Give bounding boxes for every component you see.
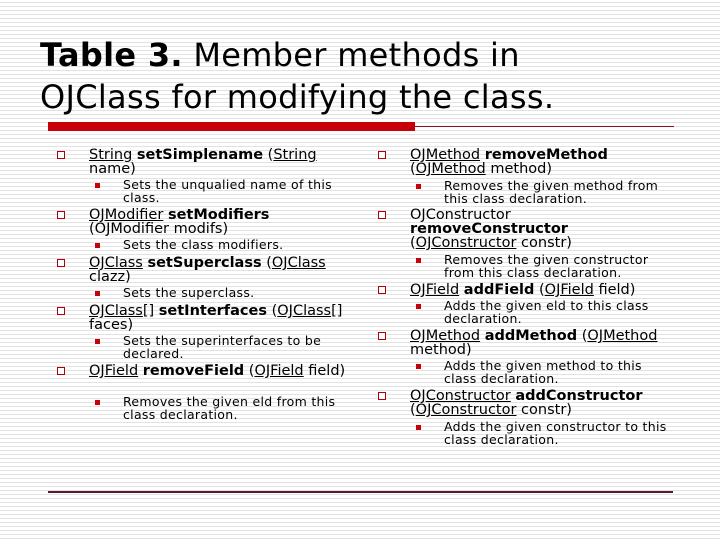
title-line2: OJClass for modifying the class. (40, 78, 555, 116)
type-link[interactable]: OJClass (89, 303, 143, 319)
method-signature (410, 389, 665, 417)
method-name: addField (463, 282, 535, 298)
type-link[interactable]: OJClass (89, 255, 143, 271)
signature-text: ( (410, 402, 416, 418)
type-link[interactable]: OJConstructor (415, 235, 517, 251)
type-link[interactable]: OJMethod (410, 328, 481, 344)
description-text: Adds the given eld to this class declaration. (444, 298, 649, 326)
filled-square-bullet-icon (416, 184, 421, 189)
method-name: setSuperclass (147, 255, 262, 271)
method-name: addMethod (484, 328, 578, 344)
hollow-square-bullet-icon (57, 367, 65, 375)
description-text: Removes the given method from this class declaration. (444, 178, 659, 206)
title-accent-bar (48, 122, 415, 131)
signature-text: ( (261, 255, 272, 271)
signature-text: ( (410, 161, 416, 177)
slide-title (40, 34, 554, 118)
type-link[interactable]: OJConstructor (415, 402, 517, 418)
type-link[interactable]: OJConstructor (410, 388, 511, 404)
method-name: removeMethod (484, 147, 608, 163)
type-link[interactable]: OJMethod (415, 161, 486, 177)
type-link[interactable]: OJMethod (410, 147, 481, 163)
method-name: removeConstructor (410, 221, 568, 237)
type-link[interactable]: OJField (410, 282, 460, 298)
method-name: removeField (142, 363, 245, 379)
signature-text: constr) (516, 402, 572, 418)
hollow-square-bullet-icon (57, 211, 65, 219)
type-link[interactable]: OJMethod (587, 328, 658, 344)
method-name: setInterfaces (158, 303, 267, 319)
signature-text: method) (485, 161, 553, 177)
type-link[interactable]: OJField (89, 363, 139, 379)
description-text: Sets the superinterfaces to be declared. (123, 333, 322, 361)
method-signature (89, 208, 354, 236)
signature-text: name) (89, 161, 136, 177)
description-text: Removes the given constructor from this class declaration. (444, 252, 649, 280)
signature-text: field) (303, 363, 346, 379)
method-signature (89, 364, 354, 378)
method-signature (89, 256, 354, 284)
description-text: Adds the given constructor to this class declaration. (444, 419, 667, 447)
description-text: Removes the given eld from this class declaration. (123, 394, 336, 422)
filled-square-bullet-icon (416, 258, 421, 263)
signature-text: (OJModifier modifs) (89, 221, 229, 237)
signature-text: [] faces) (89, 303, 343, 333)
filled-square-bullet-icon (416, 425, 421, 430)
method-signature (410, 208, 665, 250)
description-text: Sets the unqualied name of this class. (123, 177, 332, 205)
title-divider-line (415, 126, 674, 127)
signature-text: ( (534, 282, 545, 298)
filled-square-bullet-icon (95, 183, 100, 188)
method-name: setModifiers (167, 207, 270, 223)
filled-square-bullet-icon (416, 364, 421, 369)
signature-text: OJConstructor (410, 207, 511, 223)
filled-square-bullet-icon (95, 339, 100, 344)
method-name: addConstructor (515, 388, 643, 404)
signature-text: field) (593, 282, 636, 298)
method-signature (410, 148, 665, 176)
signature-text: ( (410, 235, 416, 251)
hollow-square-bullet-icon (378, 151, 386, 159)
signature-text: [] (142, 303, 159, 319)
type-link[interactable]: OJClass (277, 303, 332, 319)
footer-divider-line (48, 491, 673, 493)
type-link[interactable]: OJField (544, 282, 594, 298)
filled-square-bullet-icon (95, 243, 100, 248)
hollow-square-bullet-icon (57, 307, 65, 315)
signature-text: ( (266, 303, 278, 319)
signature-text: clazz) (89, 269, 131, 285)
signature-text: method) (410, 342, 472, 358)
signature-text: ( (577, 328, 588, 344)
method-signature (410, 283, 665, 297)
filled-square-bullet-icon (95, 291, 100, 296)
description-text: Sets the class modifiers. (123, 237, 284, 252)
title-rest: Member methods in (182, 36, 520, 74)
title-bold: Table 3. (40, 36, 183, 74)
type-link[interactable]: OJClass (271, 255, 326, 271)
hollow-square-bullet-icon (378, 286, 386, 294)
method-signature (89, 304, 354, 332)
type-link[interactable]: OJModifier (89, 207, 164, 223)
hollow-square-bullet-icon (57, 259, 65, 267)
method-signature (410, 329, 665, 357)
hollow-square-bullet-icon (57, 151, 65, 159)
filled-square-bullet-icon (95, 400, 100, 405)
signature-text: constr) (516, 235, 572, 251)
hollow-square-bullet-icon (378, 211, 386, 219)
description-text: Adds the given method to this class declaration. (444, 358, 642, 386)
hollow-square-bullet-icon (378, 332, 386, 340)
signature-text: ( (263, 147, 274, 163)
hollow-square-bullet-icon (378, 392, 386, 400)
type-link[interactable]: String (273, 147, 317, 163)
signature-text: ( (244, 363, 255, 379)
method-signature (89, 148, 354, 176)
description-text: Sets the superclass. (123, 285, 255, 300)
method-name: setSimplename (136, 147, 264, 163)
filled-square-bullet-icon (416, 304, 421, 309)
type-link[interactable]: OJField (254, 363, 304, 379)
type-link[interactable]: String (89, 147, 133, 163)
